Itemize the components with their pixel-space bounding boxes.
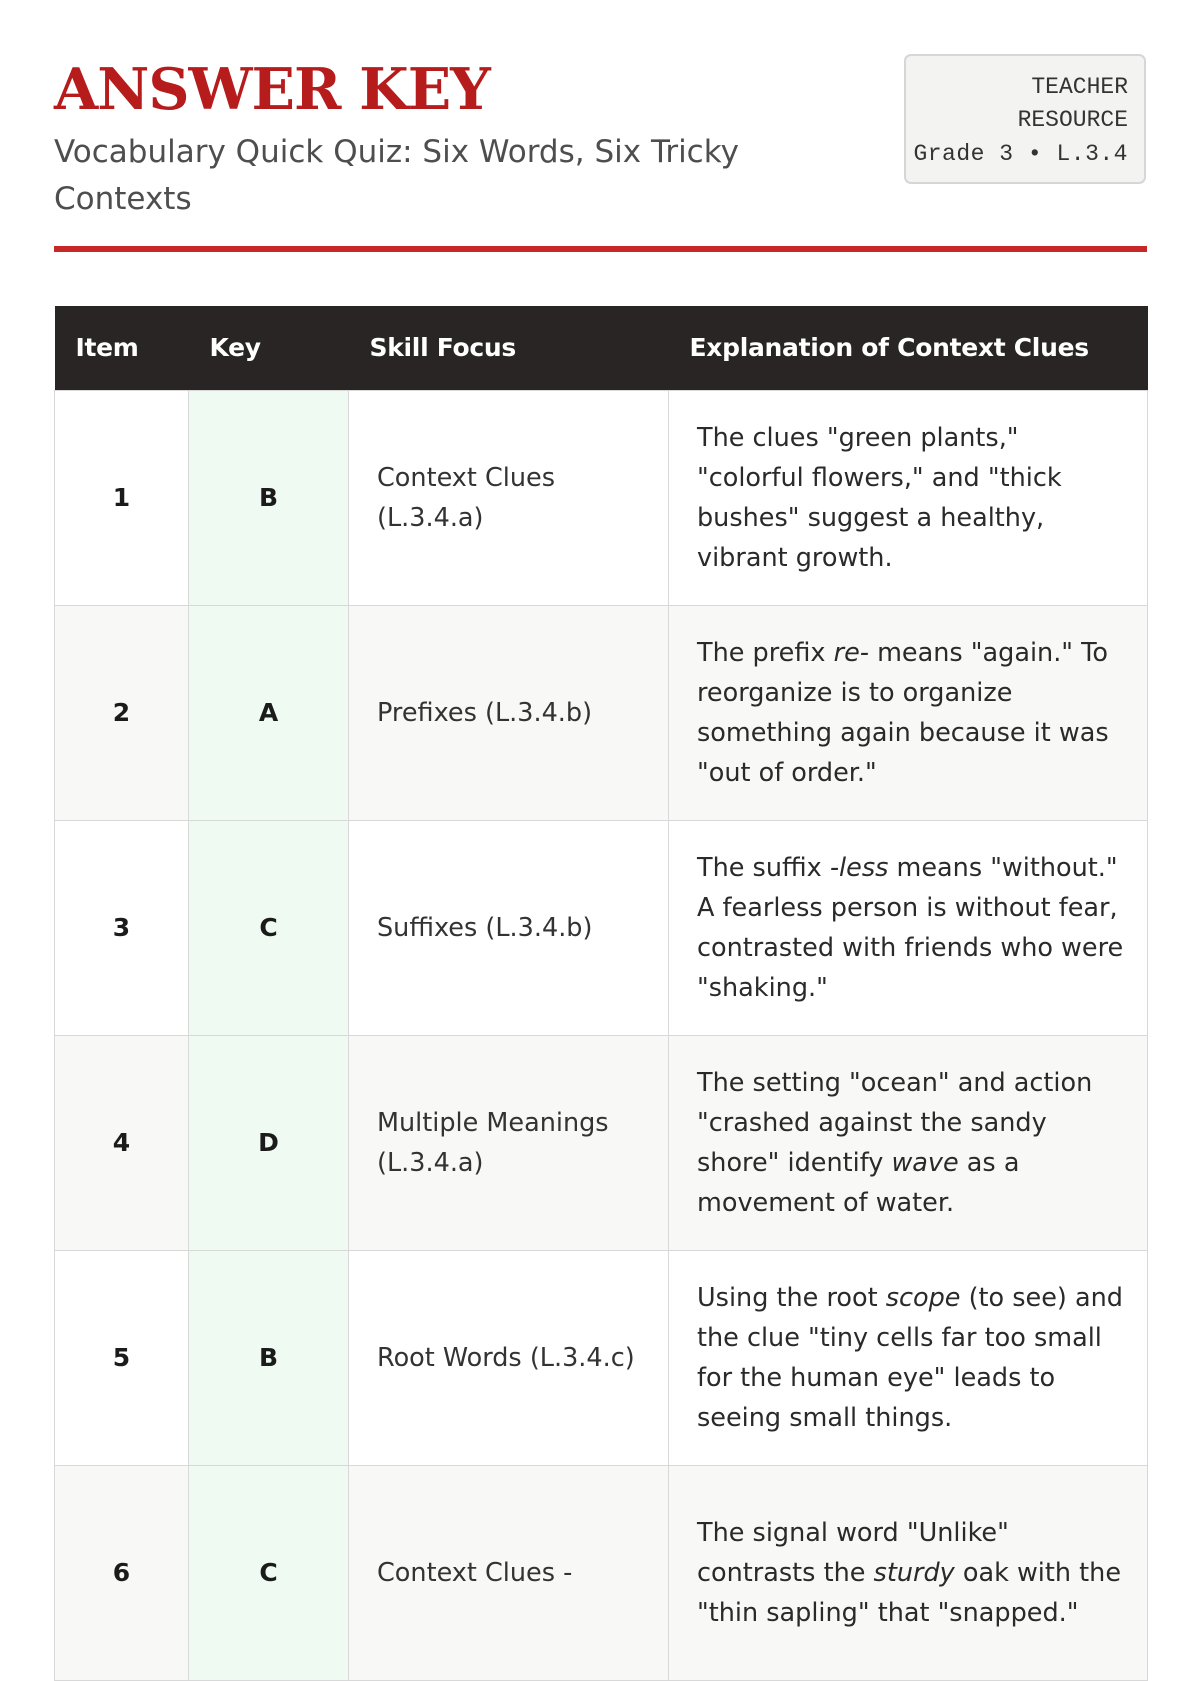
- table-row: [55, 390, 1148, 605]
- page-subtitle: Vocabulary Quick Quiz: Six Words, Six Tricky Contexts: [54, 134, 739, 217]
- table-row: [55, 820, 1148, 1035]
- answer-key-table-container: [54, 306, 1147, 1681]
- table-row: [55, 1465, 1148, 1680]
- skill-focus: Multiple Meanings (L.3.4.a): [349, 1035, 669, 1250]
- explanation-text: The setting "ocean" and action "crashed against the sandy shore" identify: [697, 1067, 1093, 1178]
- item-number: 4: [55, 1035, 189, 1250]
- answer-key-letter: A: [189, 605, 349, 820]
- page-header: [54, 52, 1146, 252]
- table-row: [55, 1250, 1148, 1465]
- item-number: 3: [55, 820, 189, 1035]
- item-number: 1: [55, 390, 189, 605]
- answer-key-letter: D: [189, 1035, 349, 1250]
- explanation-text: The signal word "Unlike" contrasts the: [697, 1517, 1009, 1588]
- page-title: ANSWER KEY: [54, 56, 490, 123]
- explanation-term: scope: [885, 1282, 961, 1313]
- explanation: [669, 605, 1148, 820]
- explanation: [669, 1035, 1148, 1250]
- answer-key-letter: B: [189, 1250, 349, 1465]
- column-header-key: Key: [189, 306, 349, 390]
- explanation-text: The suffix: [697, 852, 830, 883]
- explanation-term: wave: [891, 1147, 959, 1178]
- skill-focus: Suffixes (L.3.4.b): [349, 820, 669, 1035]
- explanation-text: The clues "green plants," "colorful flowers," and "thick bushes" suggest a healthy, vibrant growth.: [697, 422, 1062, 573]
- column-header-explanation: Explanation of Context Clues: [669, 306, 1148, 390]
- explanation-term: -less: [829, 852, 889, 883]
- explanation-text: The prefix: [697, 637, 834, 668]
- answer-key-letter: B: [189, 390, 349, 605]
- badge-line-resource: RESOURCE: [1017, 107, 1128, 133]
- explanation: [669, 820, 1148, 1035]
- column-header-item: Item: [55, 306, 189, 390]
- explanation-term: sturdy: [873, 1557, 955, 1588]
- explanation: [669, 1465, 1148, 1680]
- table-row: [55, 605, 1148, 820]
- explanation: [669, 1250, 1148, 1465]
- explanation-term: re-: [833, 637, 869, 668]
- teacher-resource-badge: [904, 54, 1146, 184]
- skill-focus: Prefixes (L.3.4.b): [349, 605, 669, 820]
- table-row: [55, 1035, 1148, 1250]
- skill-focus: Root Words (L.3.4.c): [349, 1250, 669, 1465]
- explanation-text: means "again." To reorganize is to organize something again because it was "out of order.": [697, 637, 1109, 788]
- answer-key-letter: C: [189, 1465, 349, 1680]
- header-divider: [54, 246, 1147, 252]
- explanation-text: Using the root: [697, 1282, 886, 1313]
- skill-focus: Context Clues (L.3.4.a): [349, 390, 669, 605]
- explanation-text: (to see) and the clue "tiny cells far too small for the human eye" leads to seeing small things.: [697, 1282, 1123, 1433]
- answer-key-letter: C: [189, 820, 349, 1035]
- skill-focus: Context Clues -: [349, 1465, 669, 1680]
- table-header-row: [55, 306, 1148, 390]
- explanation-text: as a movement of water.: [697, 1147, 1020, 1218]
- badge-grade-standard: Grade 3 • L.3.4: [913, 141, 1128, 167]
- answer-key-table: [54, 306, 1148, 1681]
- explanation-text: means "without." A fearless person is without fear, contrasted with friends who were "shaking.": [697, 852, 1124, 1003]
- item-number: 5: [55, 1250, 189, 1465]
- column-header-skill-focus: Skill Focus: [349, 306, 669, 390]
- explanation-text: oak with the "thin sapling" that "snapped.": [697, 1557, 1122, 1628]
- explanation: [669, 390, 1148, 605]
- item-number: 6: [55, 1465, 189, 1680]
- badge-line-teacher: TEACHER: [1031, 74, 1128, 100]
- item-number: 2: [55, 605, 189, 820]
